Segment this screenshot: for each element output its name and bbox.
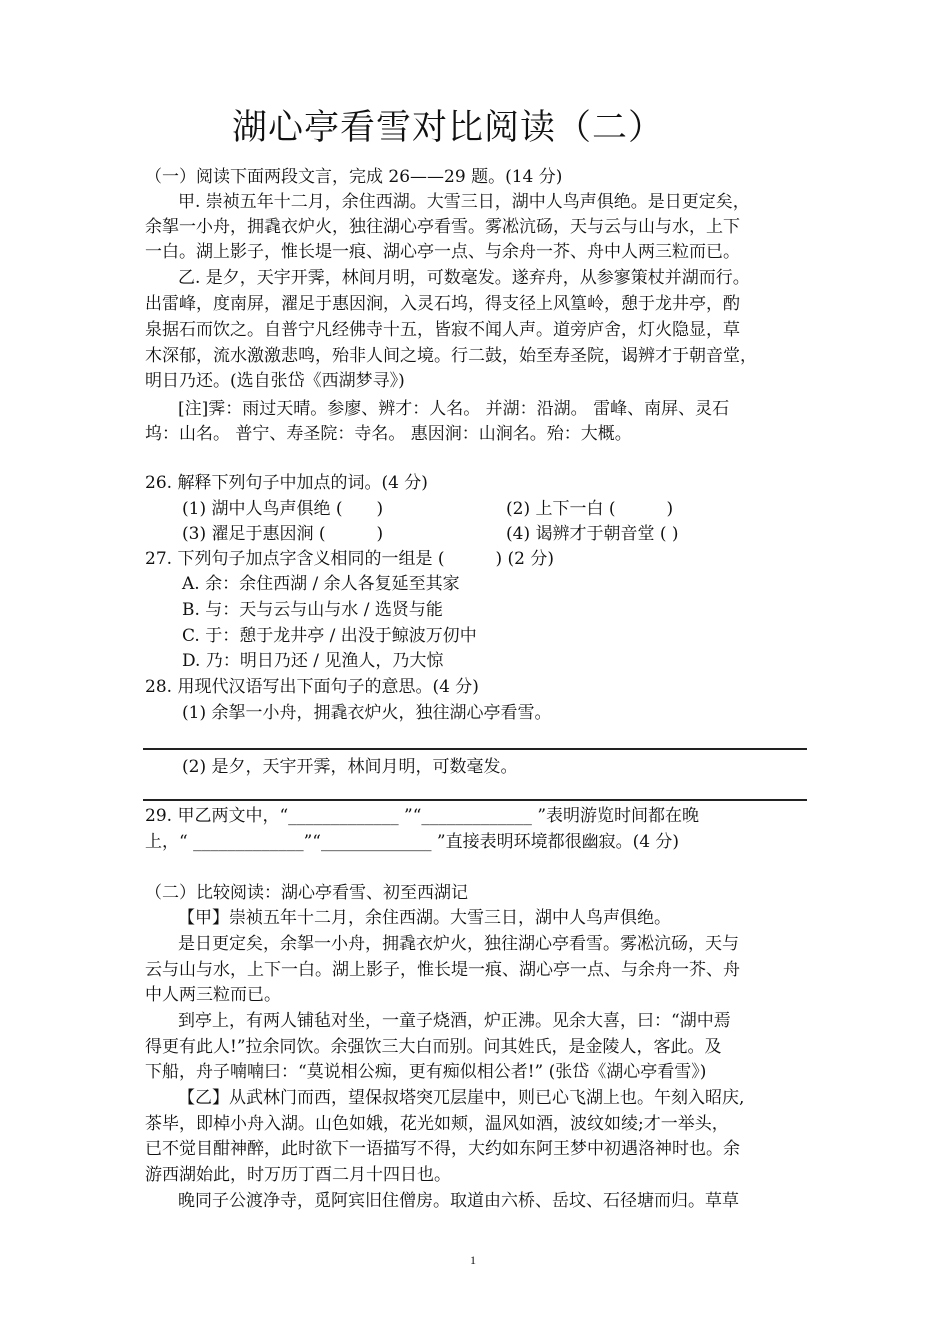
question-26-item-3: (3) 濯足于惠因涧 ( ) (182, 524, 384, 544)
question-27-stem: 27. 下列句子加点字含义相同的一组是 ( ) (2 分) (145, 549, 554, 569)
question-27-option-d: D. 乃：明日乃还 / 见渔人，乃大惊 (182, 651, 444, 671)
comparison-text-line: 云与山与水，上下一白。湖上影子，惟长堤一痕、湖心亭一点、与余舟一芥、舟 (145, 960, 740, 980)
question-27-option-b: B. 与：天与云与山与水 / 选贤与能 (182, 600, 443, 620)
question-29-line: 29. 甲乙两文中，“_____________ ”“_____________ ”表明游览时间都在晚 (145, 806, 700, 826)
comparison-text-line: 是日更定矣，余挐一小舟，拥毳衣炉火，独往湖心亭看雪。雾凇沆砀，天与 (178, 934, 739, 954)
comparison-text-line: 下船，舟子喃喃曰：“莫说相公痴，更有痴似相公者!” (张岱《湖心亭看雪》) (145, 1062, 707, 1082)
comparison-text-line: 中人两三粒而已。 (145, 985, 281, 1005)
question-28-sentence-1: (1) 余挐一小舟，拥毳衣炉火，独往湖心亭看雪。 (182, 703, 552, 723)
passage-yi-line: 乙. 是夕，天宇开霁，林间月明，可数毫发。遂弃舟，从参寥策杖并湖而行。 (178, 268, 750, 288)
passage-jia-line: 余挐一小舟，拥毳衣炉火，独往湖心亭看雪。雾凇沆砀，天与云与山与水，上下 (145, 217, 740, 237)
passage-yi-line: 泉据石而饮之。自普宁凡经佛寺十五，皆寂不闻人声。道旁庐舍，灯火隐显，草 (145, 320, 740, 340)
passage-jia-line: 一白。湖上影子，惟长堤一痕、湖心亭一点、与余舟一芥、舟中人两三粒而已。 (145, 242, 740, 262)
comparison-text-line: 已不觉目酣神醉，此时欲下一语描写不得，大约如东阿王梦中初遇洛神时也。余 (145, 1139, 740, 1159)
question-27-option-c: C. 于：憩于龙井亭 / 出没于鲸波万仞中 (182, 626, 477, 646)
comparison-text-line: 游西湖始此，时万历丁酉二月十四日也。 (145, 1165, 451, 1185)
note-line: [注]霁：雨过天晴。参廖、辨才：人名。 并湖：沿湖。 雷峰、南屏、灵石 (178, 399, 730, 419)
question-28-sentence-2: (2) 是夕，天宇开霁，林间月明，可数毫发。 (182, 757, 518, 777)
passage-jia-line: 甲. 崇祯五年十二月，余住西湖。大雪三日，湖中人鸟声俱绝。是日更定矣， (178, 192, 750, 212)
page-title: 湖心亭看雪对比阅读（二） (232, 108, 665, 148)
passage-yi-line: 明日乃还。(选自张岱《西湖梦寻》) (145, 371, 405, 391)
question-26-item-2: (2) 上下一白 ( ) (506, 499, 674, 519)
question-26-item-1: (1) 湖中人鸟声俱绝 ( ) (182, 499, 384, 519)
passage-yi-line: 出雷峰，度南屏，濯足于惠因涧，入灵石坞，得支径上风篁岭，憩于龙井亭，酌 (145, 294, 740, 314)
answer-line (143, 799, 807, 801)
question-27-option-a: A. 余：余住西湖 / 余人各复延至其家 (182, 574, 460, 594)
question-26-stem: 26. 解释下列句子中加点的词。(4 分) (145, 473, 428, 493)
question-26-item-4: (4) 谒辨才于朝音堂 ( ) (506, 524, 679, 544)
note-line: 坞：山名。 普宁、寿圣院：寺名。 惠因涧：山涧名。殆：大概。 (145, 424, 632, 444)
comparison-text-line: 到亭上，有两人铺毡对坐，一童子烧酒，炉正沸。见余大喜，曰：“湖中焉 (178, 1011, 731, 1031)
part1-heading: （一）阅读下面两段文言，完成 26——29 题。(14 分) (145, 167, 563, 187)
comparison-text-line: 茶毕，即棹小舟入湖。山色如娥，花光如颊，温风如酒，波纹如绫;才一举头， (145, 1114, 729, 1134)
comparison-text-line: 【乙】从武林门而西，望保叔塔突兀层崖中，则已心飞湖上也。午刻入昭庆, (178, 1088, 745, 1108)
passage-yi-line: 木深郁，流水激激悲鸣，殆非人间之境。行二鼓，始至寿圣院，谒辨才于朝音堂， (145, 346, 757, 366)
comparison-text-line: 晚同子公渡净寺，觅阿宾旧住僧房。取道由六桥、岳坟、石径塘而归。草草 (178, 1191, 739, 1211)
part2-heading: （二）比较阅读：湖心亭看雪、初至西湖记 (145, 883, 468, 903)
comparison-text-line: 得更有此人!”拉余同饮。余强饮三大白而别。问其姓氏，是金陵人，客此。及 (145, 1037, 722, 1057)
page-number: 1 (470, 1253, 476, 1267)
question-29-line: 上，“ _____________”“_____________ ”直接表明环境都很幽寂。(4 分) (145, 832, 680, 852)
question-28-stem: 28. 用现代汉语写出下面句子的意思。(4 分) (145, 677, 479, 697)
comparison-text-line: 【甲】崇祯五年十二月，余住西湖。大雪三日，湖中人鸟声俱绝。 (178, 908, 671, 928)
answer-line (143, 748, 807, 750)
